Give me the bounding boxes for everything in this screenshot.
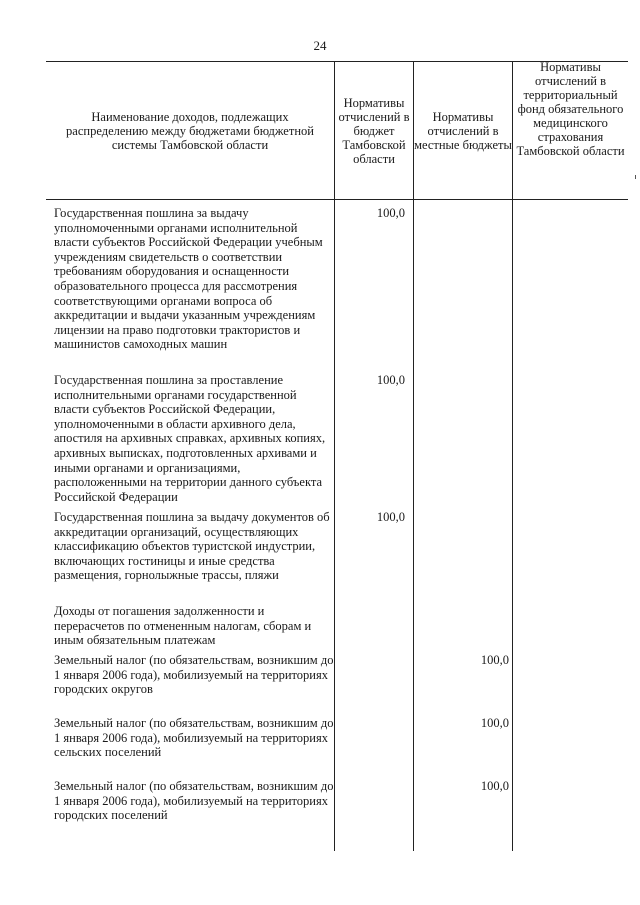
header-local-budgets: Нормативы отчислений в местные бюджеты xyxy=(414,109,512,152)
row-regional-value: 100,0 xyxy=(376,510,405,524)
row-income-name: Государственная пошлина за выдачу уполномоченными органами исполнительной власти субъектов Российской Федерации учебным учреждениям свидетельств о соответствии требованиям оборудования и оснащенности образовательного процесса для рассмотрения соответствующими органами вопроса об аккредитации и выдачи указанным учреждениям лицензии на право подготовки трактористов и машинистов самоходных машин xyxy=(54,206,323,352)
row-income-name: Доходы от погашения задолженности и перерасчетов по отмененным налогам, сборам и иным обязательным платежам xyxy=(54,604,312,648)
row-local-value: 100,0 xyxy=(480,779,509,793)
row-regional-value: 100,0 xyxy=(376,206,405,220)
row-local-value: 100,0 xyxy=(480,653,509,667)
row-income-name: Государственная пошлина за выдачу документов об аккредитации организаций, осуществляющих классификацию объектов туристской индустрии, включающих гостиницы и иные средства размещения, горнолыжные трассы, пляжи xyxy=(54,510,330,583)
row-income-name: Земельный налог (по обязательствам, возникшим до 1 января 2006 года), мобилизуемый на территориях городских округов xyxy=(54,653,334,697)
row-income-name: Земельный налог (по обязательствам, возникшим до 1 января 2006 года), мобилизуемый на территориях городских поселений xyxy=(54,779,334,823)
row-regional-value: 100,0 xyxy=(376,373,405,387)
margin-mark xyxy=(635,175,636,179)
header-medical-insurance-fund: Нормативы отчислений в территориальный фонд обязательного медицинского страхования Тамбовской области xyxy=(516,60,625,158)
page-number: 24 xyxy=(313,38,327,53)
header-regional-budget: Нормативы отчислений в бюджет Тамбовской области xyxy=(338,95,410,166)
row-local-value: 100,0 xyxy=(480,716,509,730)
header-income-name: Наименование доходов, подлежащих распределению между бюджетами бюджетной системы Тамбовской области xyxy=(66,109,314,152)
row-income-name: Государственная пошлина за проставление исполнительными органами государственной власти субъектов Российской Федерации, уполномоченными в области архивного дела, апостиля на архивных справках, архивных копиях, архивных выписках, подготовленных архивами и иными органами и организациями, расположенными на территории данного субъекта Российской Федерации xyxy=(54,373,326,504)
row-income-name: Земельный налог (по обязательствам, возникшим до 1 января 2006 года), мобилизуемый на территориях сельских поселений xyxy=(54,716,334,760)
table-header-rule xyxy=(46,199,628,200)
